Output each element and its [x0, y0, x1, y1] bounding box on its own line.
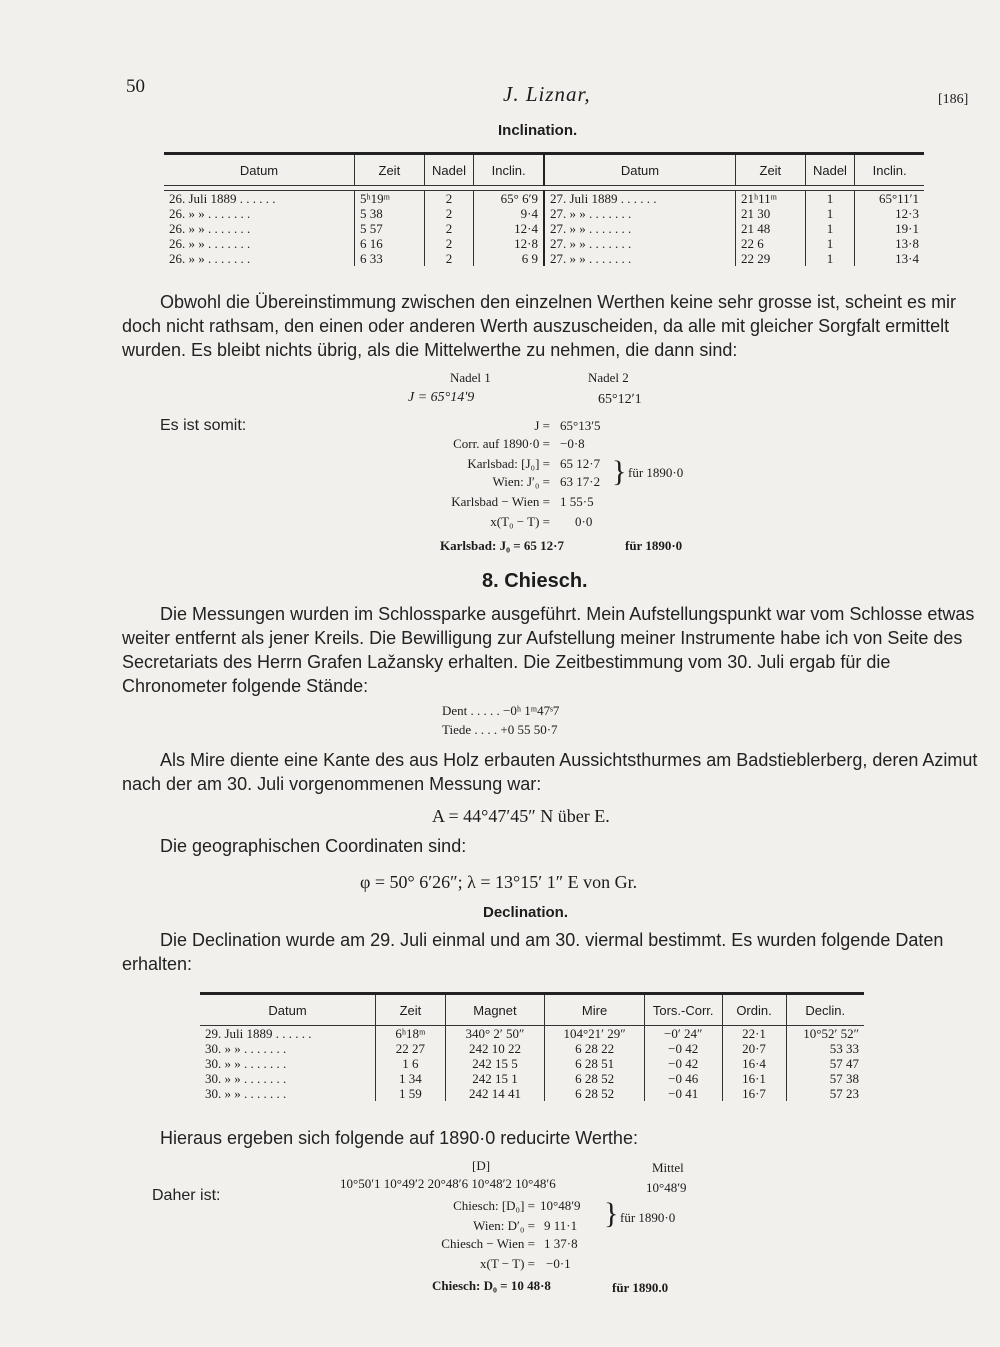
table-row: 26. » » . . . . . . . 6 33 2 6 9 27. » » . . . . . . . 22 29 1 13·4	[164, 251, 924, 266]
table-row: 26. » » . . . . . . . 5 57 2 12·4 27. » » . . . . . . . 21 48 1 19·1	[164, 221, 924, 236]
brace-icon: }	[612, 455, 627, 488]
col-zeit: Zeit	[376, 995, 446, 1026]
calc-line: x(T₀ − T) =	[490, 514, 550, 529]
reduced-values: 10°50ʹ1 10°49ʹ2 20°48ʹ6 10°48ʹ2 10°48ʹ6	[340, 1176, 556, 1191]
calc-line: Chiesch: [D₀] =	[453, 1198, 535, 1213]
col-mire: Mire	[545, 995, 645, 1026]
calc-line: Corr. auf 1890·0 =	[453, 436, 550, 451]
calc-value: 65 12·7	[560, 456, 601, 471]
chiesch-result-suffix: für 1890.0	[612, 1280, 669, 1295]
calc-line: Karlsbad: [J₀] =	[467, 456, 550, 471]
karlsbad-result: Karlsbad: J₀ = 65 12·7	[440, 538, 564, 553]
col-inclin: Inclin.	[474, 155, 544, 186]
inclination-title: Inclination.	[498, 122, 578, 139]
table-row: 26. » » . . . . . . . 6 16 2 12·8 27. » » . . . . . . . 22 6 1 13·8	[164, 236, 924, 251]
table-row: 26. » » . . . . . . . 5 38 2 9·4 27. » » . . . . . . . 21 30 1 12·3	[164, 206, 924, 221]
col-datum: Datum	[200, 995, 376, 1026]
mittel-value: 10°48ʹ9	[646, 1180, 687, 1195]
brace-label: für 1890·0	[620, 1210, 676, 1225]
azimut-formula: A = 44°47′45″ N über E.	[432, 806, 610, 826]
j2-value: 65°12ʹ1	[598, 392, 642, 407]
daher-ist: Daher ist:	[152, 1187, 221, 1204]
reduced-intro: Hieraus ergeben sich folgende auf 1890·0 reducirte Werthe:	[160, 1128, 638, 1148]
table-row: 30. » » . . . . . . . 1 34 242 15 1 6 28 52 −0 46 16·1 57 38	[200, 1071, 864, 1086]
author-header: J. Liznar,	[503, 82, 591, 106]
paragraph-uebereinstimmung: Obwohl die Übereinstimmung zwischen den einzelnen Werthen keine sehr grosse ist, scheint es mir doch nicht rathsam, den einen oder anderen Werth auszuscheiden, da alle mit gleicher Sorgfalt ermittelt wurden. Es bleibt nichts übrig, als die Mittelwerthe zu nehmen, die dann sind:	[122, 292, 957, 360]
col-zeit-2: Zeit	[735, 155, 805, 186]
paragraph-mire: Als Mire diente eine Kante des aus Holz erbauten Aussichtsthurmes am Badstieblerberg, deren Azimut nach der am 30. Juli vorgenommenen Messung war:	[122, 750, 978, 794]
col-declin: Declin.	[786, 995, 864, 1026]
table-row: 26. Juli 1889 . . . . . . 5ʰ19ᵐ 2 65° 6ʹ9 27. Juli 1889 . . . . . . 21ʰ11ᵐ 1 65°11ʹ1	[164, 191, 924, 207]
stand-dent: Dent . . . . . −0ʰ 1ᵐ47ˢ7	[442, 703, 560, 718]
declination-table	[200, 992, 864, 1101]
calc-value: 1 37·8	[544, 1236, 578, 1251]
coord-intro: Die geographischen Coordinaten sind:	[160, 836, 467, 856]
col-ordin: Ordin.	[722, 995, 786, 1026]
table-row: 30. » » . . . . . . . 1 6 242 15 5 6 28 51 −0 42 16·4 57 47	[200, 1056, 864, 1071]
col-zeit: Zeit	[355, 155, 425, 186]
calc-line: Karlsbad − Wien =	[451, 494, 550, 509]
col-nadel-2: Nadel	[805, 155, 855, 186]
calc-line: Wien: J′₀ =	[492, 474, 550, 489]
calc-value: 0·0	[575, 514, 593, 529]
section-title-chiesch: 8. Chiesch.	[482, 570, 588, 592]
calc-value: −0·1	[546, 1256, 571, 1271]
nadel1-label: Nadel 1	[450, 370, 491, 385]
inclination-header-row	[164, 155, 924, 186]
calc-value: 9 11·1	[544, 1218, 578, 1233]
col-magnet: Magnet	[445, 995, 545, 1026]
calc-line: Chiesch − Wien =	[441, 1236, 535, 1251]
declination-header-row	[200, 995, 864, 1026]
col-datum-2: Datum	[544, 155, 736, 186]
declination-intro: Die Declination wurde am 29. Juli einmal und am 30. viermal bestimmt. Es wurden folgende Daten erhalten:	[122, 930, 944, 974]
stand-tiede: Tiede . . . . +0 55 50·7	[442, 722, 558, 737]
inclination-table	[164, 152, 924, 266]
calc-line: J =	[534, 418, 550, 433]
col-inclin-2: Inclin.	[855, 155, 924, 186]
bracket-page-number: [186]	[938, 92, 969, 107]
calc-line: x(T − T) =	[480, 1256, 535, 1271]
coords-formula: φ = 50° 6′26″; λ = 13°15′ 1″ E von Gr.	[360, 872, 638, 892]
nadel2-label: Nadel 2	[588, 370, 629, 385]
brace-icon: }	[604, 1197, 619, 1230]
d-label: [D]	[472, 1158, 491, 1173]
calc-value: 1 55·5	[560, 494, 594, 509]
karlsbad-result-suffix: für 1890·0	[625, 538, 683, 553]
page-number: 50	[126, 76, 145, 97]
j-value: J = 65°14ʹ9	[408, 390, 475, 405]
paragraph-messungen: Die Messungen wurden im Schlossparke ausgeführt. Mein Aufstellungspunkt war vom Schlosse etwas weiter entfernt als jener Kreils. Die Bewilligung zur Aufstellung meiner Instrumente habe ich von Seite des Secretariats des Herrn Grafen Lažansky erhalten. Die Zeitbestimmung vom 30. Juli ergab für die Chronometer folgende Stände:	[122, 604, 975, 696]
calc-line: Wien: D′₀ =	[473, 1218, 535, 1233]
table-row: 30. » » . . . . . . . 1 59 242 14 41 6 28 52 −0 41 16·7 57 23	[200, 1086, 864, 1101]
col-tors-corr: Tors.-Corr.	[644, 995, 722, 1026]
declination-title: Declination.	[483, 904, 569, 921]
calc-value: −0·8	[560, 436, 585, 451]
chiesch-result: Chiesch: D₀ = 10 48·8	[432, 1278, 551, 1293]
calc-value: 63 17·2	[560, 474, 601, 489]
es-ist-somit: Es ist somit:	[160, 417, 247, 434]
col-datum: Datum	[164, 155, 355, 186]
mittel-label: Mittel	[652, 1160, 684, 1175]
brace-label: für 1890·0	[628, 465, 684, 480]
calc-value: 10°48ʹ9	[540, 1198, 581, 1213]
table-row: 29. Juli 1889 . . . . . . 6ʰ18ᵐ 340° 2′ 50″ 104°21′ 29″ −0′ 24″ 22·1 10°52′ 52″	[200, 1026, 864, 1042]
calc-value: 65°13ʹ5	[560, 418, 601, 433]
table-row: 30. » » . . . . . . . 22 27 242 10 22 6 28 22 −0 42 20·7 53 33	[200, 1041, 864, 1056]
col-nadel: Nadel	[424, 155, 474, 186]
